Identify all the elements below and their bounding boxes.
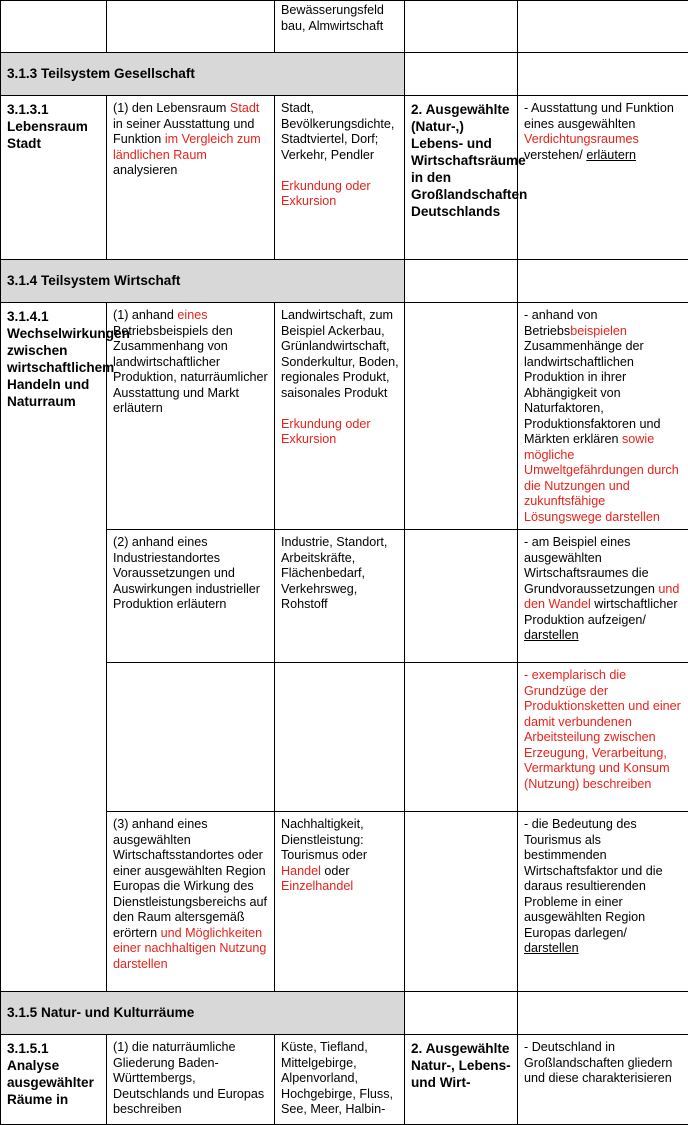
table-cell [107,663,275,812]
table-cell [275,663,405,812]
table-row [1,1035,688,1125]
table-cell: Industrie, Standort, Arbeitskräfte, Flächenbedarf, Verkehrsweg, Rohstoff [275,530,405,663]
table-cell [518,260,688,303]
table-cell: - exemplarisch die Grundzüge der Produktionsketten und einer damit verbundenen Arbeitsteilung zwischen Erzeugung, Verarbeitung, Vermarktung und Konsum (Nutzung) beschreiben [518,663,688,812]
table-cell: (1) die naturräumliche Gliederung Baden-Württembergs, Deutschlands und Europas beschreiben [107,1035,275,1125]
row-title: 3.1.4.1 Wechselwirkungen zwischen wirtschaftlichem Handeln und Naturraum [1,303,107,992]
table-cell: Küste, Tiefland, Mittelgebirge, Alpenvorland, Hochgebirge, Fluss, See, Meer, Halbin- [275,1035,405,1125]
section-header-row [1,992,688,1035]
table-cell: Stadt, Bevölkerungsdichte, Stadtviertel, Dorf; Verkehr, Pendler Erkundung oder Exkursion [275,96,405,260]
table-cell [405,530,518,663]
table-cell: - die Bedeutung des Tourismus als bestimmenden Wirtschaftsfaktor und die daraus resultierenden Probleme in einer ausgewählten Region Europas darlegen/ darstellen [518,812,688,992]
section-header-row [1,260,688,303]
table-cell: Nachhaltigkeit, Dienstleistung: Tourismus oder Handel oder Einzelhandel [275,812,405,992]
competency-heading: 2. Ausgewählte Natur-, Lebens- und Wirt- [405,1035,518,1125]
table-cell [518,53,688,96]
table-cell: - am Beispiel eines ausgewählten Wirtschaftsraumes die Grundvoraussetzungen und den Wandel wirtschaftlicher Produktion aufzeigen/ darstellen [518,530,688,663]
table-cell: (3) anhand eines ausgewählten Wirtschaftsstandortes oder einer ausgewählten Region Europas die Wirkung des Dienstleistungsbereichs auf den Raum altersgemäß erörtern und Möglichkeiten einer nachhaltigen Nutzung darstellen [107,812,275,992]
table-cell: - Deutschland in Großlandschaften gliedern und diese charakterisieren [518,1035,688,1125]
table-cell [405,992,518,1035]
section-header-row [1,53,688,96]
table-row [1,1,688,53]
row-title: 3.1.5.1 Analyse ausgewählter Räume in [1,1035,107,1125]
table-cell: (1) anhand eines Betriebsbeispiels den Zusammenhang von landwirtschaftlicher Produktion, naturräumlicher Ausstattung und Markt erläutern [107,303,275,530]
table-cell [518,992,688,1035]
section-heading: 3.1.4 Teilsystem Wirtschaft [1,260,405,303]
table-cell [405,53,518,96]
table-cell: Bewässerungsfeld bau, Almwirtschaft [275,1,405,53]
section-heading: 3.1.3 Teilsystem Gesellschaft [1,53,405,96]
table-cell [1,1,107,53]
table-cell [107,1,275,53]
table-cell: - anhand von Betriebsbeispielen Zusammenhänge der landwirtschaftlichen Produktion in ihrer Abhängigkeit von Naturfaktoren, Produktionsfaktoren und Märkten erklären sowie mögliche Umweltgefährdungen durch die Nutzungen und zukunftsfähige Lösungswege darstellen [518,303,688,530]
table-cell [405,303,518,530]
competency-heading: 2. Ausgewählte (Natur-,) Lebens- und Wirtschaftsräume in den Großlandschaften Deutschlands [405,96,518,260]
table-cell [405,260,518,303]
table-cell [405,1,518,53]
table-cell: Landwirtschaft, zum Beispiel Ackerbau, Grünlandwirtschaft, Sonderkultur, Boden, regionales Produkt, saisonales Produkt Erkundung oder Exkursion [275,303,405,530]
section-heading: 3.1.5 Natur- und Kulturräume [1,992,405,1035]
table-cell [405,812,518,992]
table-row [1,303,688,530]
table-cell: - Ausstattung und Funktion eines ausgewählten Verdichtungsraumes verstehen/ erläutern [518,96,688,260]
row-title: 3.1.3.1 Lebensraum Stadt [1,96,107,260]
table-cell: (2) anhand eines Industriestandortes Voraussetzungen und Auswirkungen industrieller Produktion erläutern [107,530,275,663]
table-cell [405,663,518,812]
table-cell [518,1,688,53]
table-cell: (1) den Lebensraum Stadt in seiner Ausstattung und Funktion im Vergleich zum ländlichen Raum analysieren [107,96,275,260]
table-row [1,96,688,260]
